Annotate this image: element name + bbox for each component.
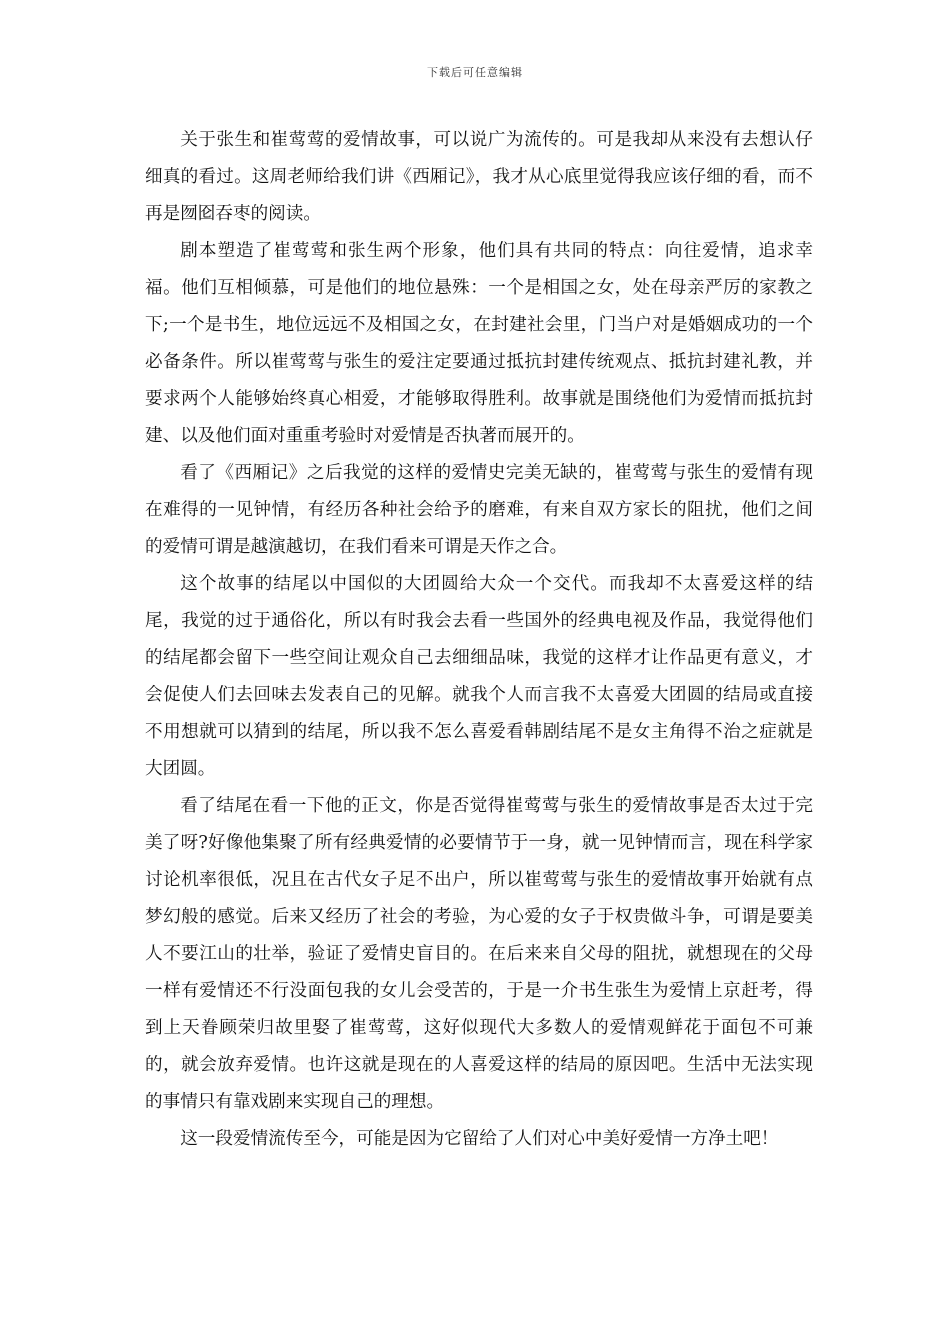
page-header: 下载后可任意编辑 (427, 66, 523, 79)
document-body (145, 122, 813, 1158)
paragraph-1: 关于张生和崔莺莺的爱情故事，可以说广为流传的。可是我却从来没有去想认仔细真的看过。这周老师给我们讲《西厢记》，我才从心底里觉得我应该仔细的看，而不再是囫囵吞枣的阅读。 (145, 130, 813, 224)
paragraph-2: 剧本塑造了崔莺莺和张生两个形象，他们具有共同的特点：向往爱情，追求幸福。他们互相倾慕，可是他们的地位悬殊：一个是相国之女，处在母亲严厉的家教之下;一个是书生，地位远远不及相国之女，在封建社会里，门当户对是婚姻成功的一个必备条件。所以崔莺莺与张生的爱注定要通过抵抗封建传统观点、抵抗封建礼教，并要求两个人能够始终真心相爱，才能够取得胜利。故事就是围绕他们为爱情而抵抗封建、以及他们面对重重考验时对爱情是否执著而展开的。 (145, 241, 813, 446)
paragraph-3: 看了《西厢记》之后我觉的这样的爱情史完美无缺的，崔莺莺与张生的爱情有现在难得的一见钟情，有经历各种社会给予的磨难，有来自双方家长的阻扰，他们之间的爱情可谓是越演越切，在我们看来可谓是天作之合。 (145, 463, 813, 557)
paragraph-6: 这一段爱情流传至今，可能是因为它留给了人们对心中美好爱情一方净土吧！ (180, 1129, 779, 1149)
paragraph-4: 这个故事的结尾以中国似的大团圆给大众一个交代。而我却不太喜爱这样的结尾，我觉的过于通俗化，所以有时我会去看一些国外的经典电视及作品，我觉得他们的结尾都会留下一些空间让观众自己去细细品味，我觉的这样才让作品更有意义，才会促使人们去回味去发表自己的见解。就我个人而言我不太喜爱大团圆的结局或直接不用想就可以猜到的结尾，所以我不怎么喜爱看韩剧结尾不是女主角得不治之症就是大团圆。 (145, 574, 813, 779)
paragraph-5: 看了结尾在看一下他的正文，你是否觉得崔莺莺与张生的爱情故事是否太过于完美了呀?好像他集聚了所有经典爱情的必要情节于一身，就一见钟情而言，现在科学家讨论机率很低，况且在古代女子足不出户，所以崔莺莺与张生的爱情故事开始就有点梦幻般的感觉。后来又经历了社会的考验，为心爱的女子于权贵做斗争，可谓是要美人不要江山的壮举，验证了爱情史盲目的。在后来来自父母的阻扰，就想现在的父母一样有爱情还不行没面包我的女儿会受苦的，于是一介书生张生为爱情上京赶考，得到上天眷顾荣归故里娶了崔莺莺，这好似现代大多数人的爱情观鲜花于面包不可兼的，就会放弃爱情。也许这就是现在的人喜爱这样的结局的原因吧。生活中无法实现的事情只有靠戏剧来实现自己的理想。 (145, 796, 813, 1112)
